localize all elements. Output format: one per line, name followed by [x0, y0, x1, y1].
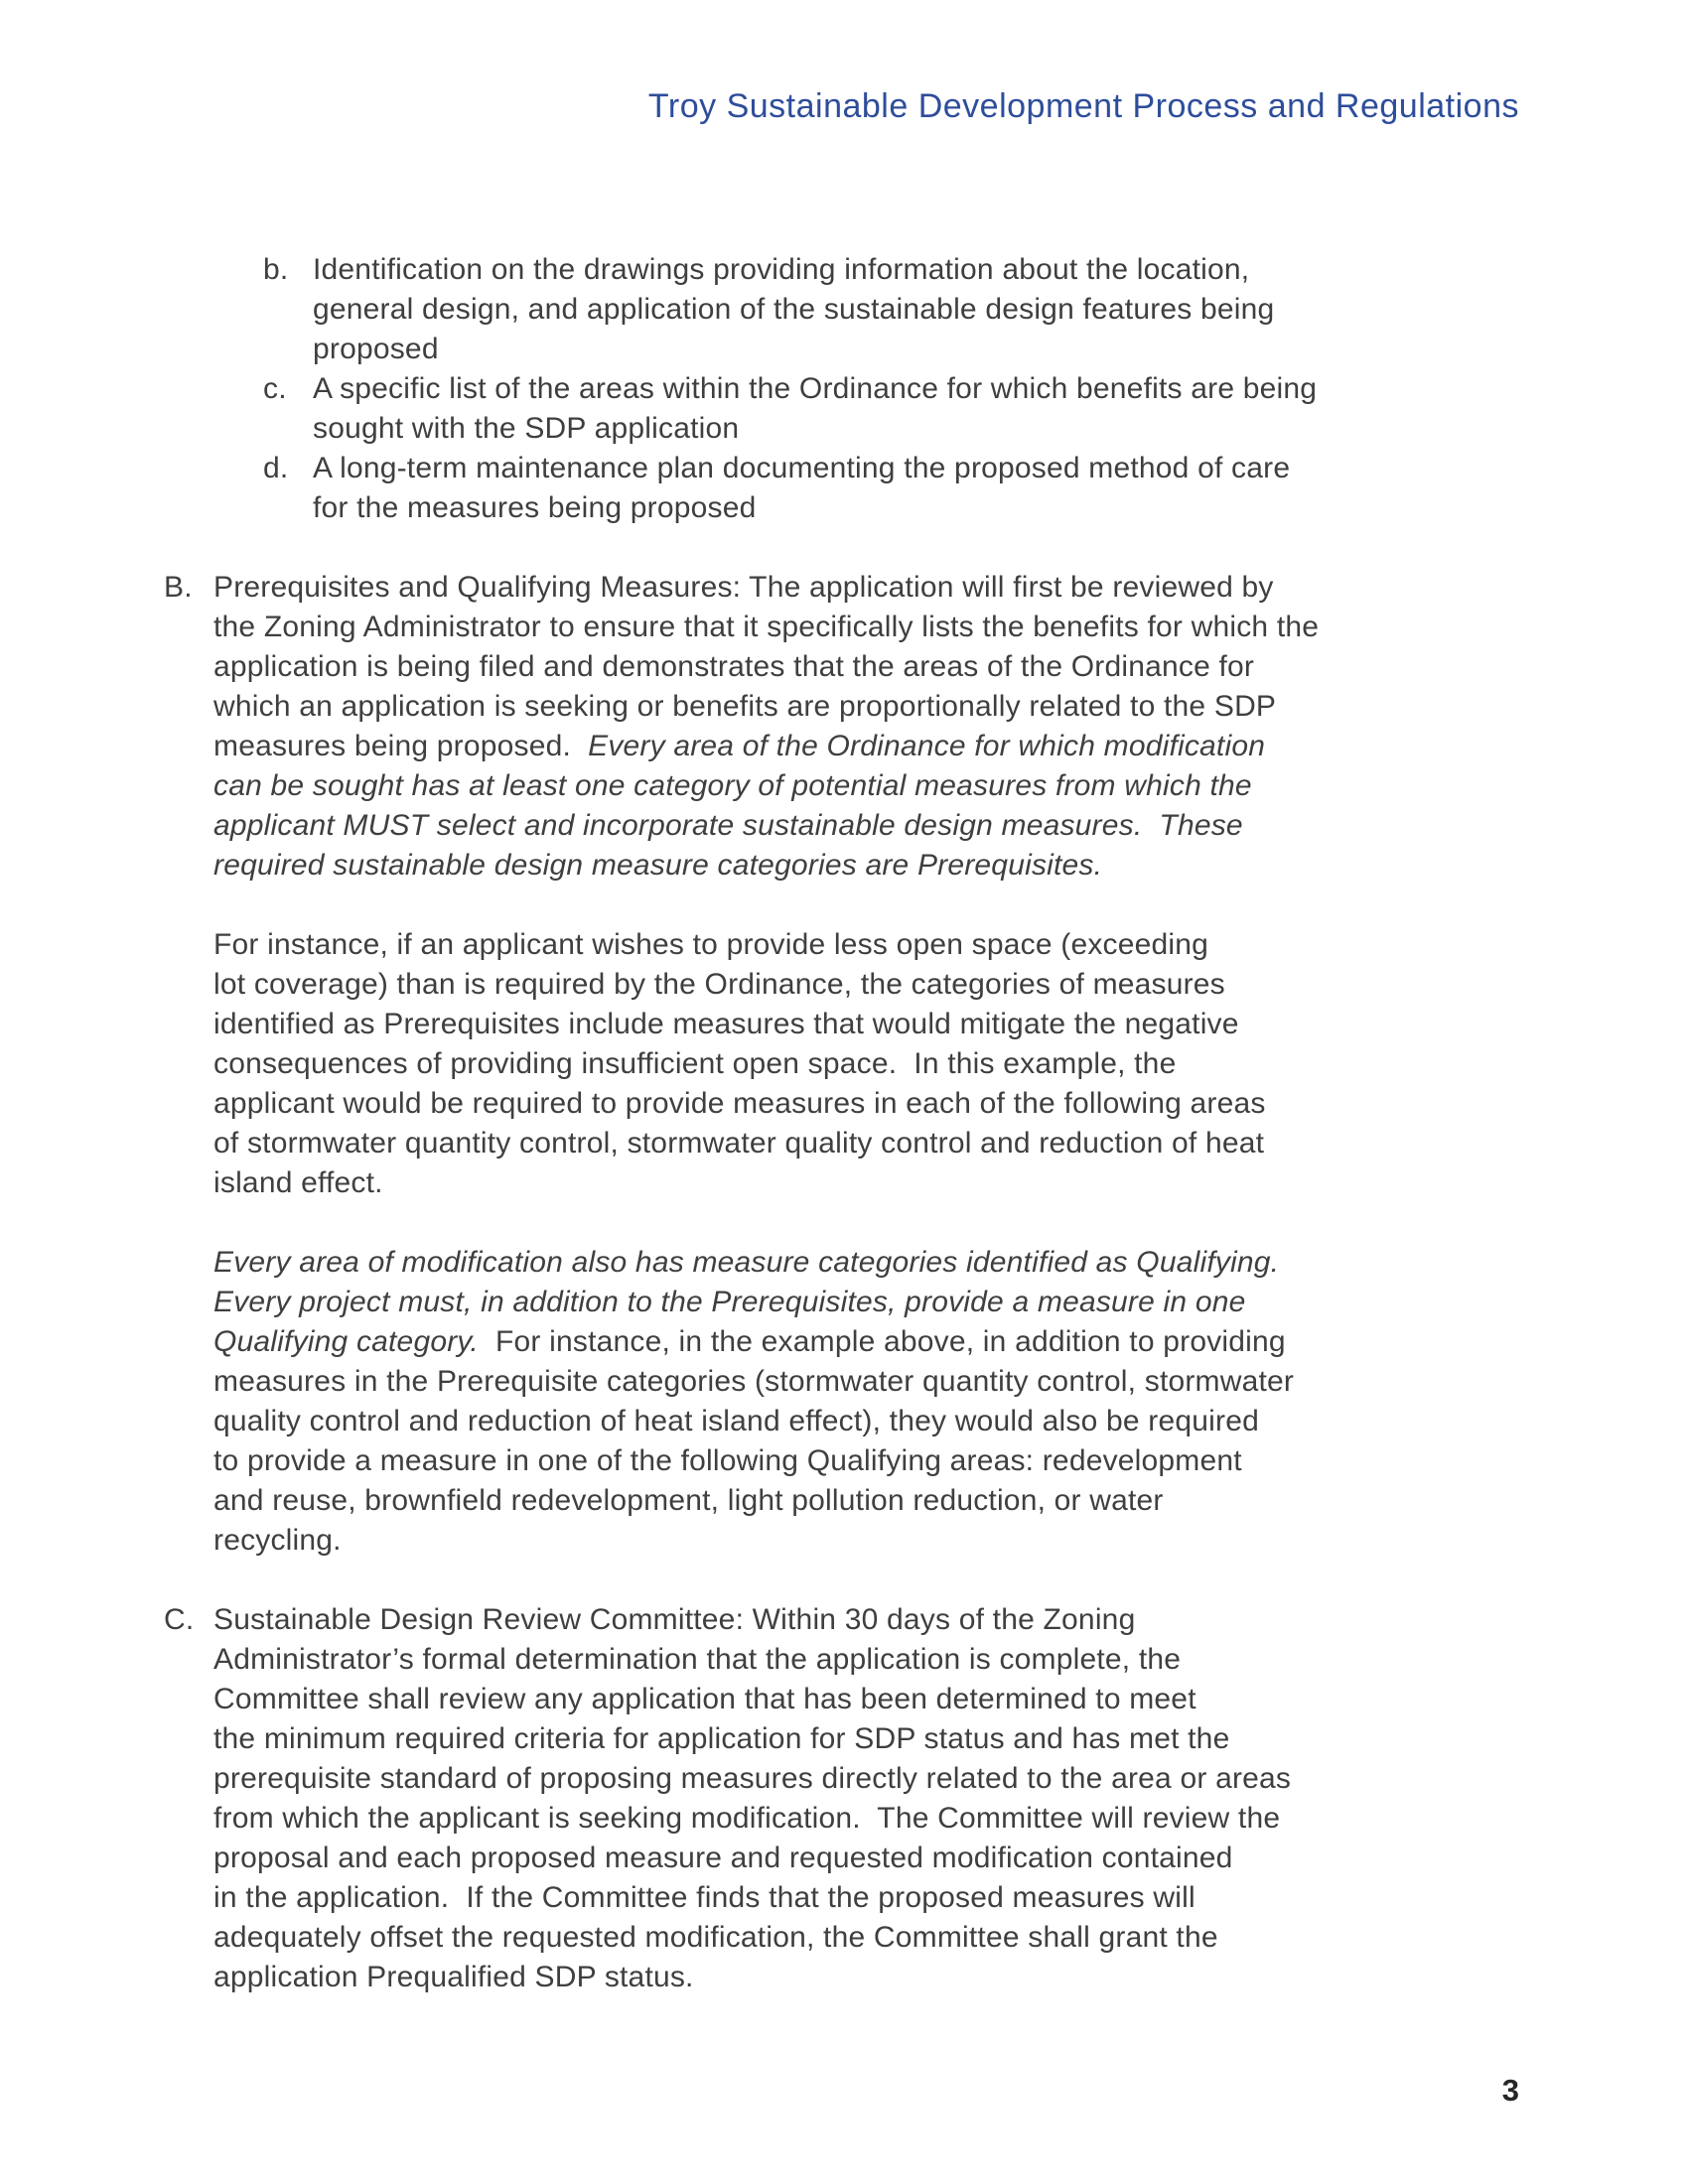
text-segment: Sustainable Design Review Committee: Within 30 days of the Zoning: [213, 1603, 1136, 1636]
text-segment: required sustainable design measure categories are Prerequisites.: [213, 849, 1103, 882]
text-line: [213, 1084, 1504, 1124]
text-segment: the minimum required criteria for application for SDP status and has met the: [213, 1722, 1230, 1755]
text-segment: application Prequalified SDP status.: [213, 1961, 694, 1993]
list-item-b: [164, 250, 1504, 369]
text-line: [213, 1839, 1504, 1878]
text-line: [213, 1243, 1504, 1283]
text-line: [213, 1918, 1504, 1958]
text-line: [213, 1759, 1504, 1799]
text-segment: proposal and each proposed measure and requested modification contained: [213, 1842, 1233, 1874]
text-segment: which an application is seeking or benefits are proportionally related to the SDP: [213, 690, 1277, 723]
section-label: C.: [164, 1603, 195, 1636]
text-line: [213, 1719, 1504, 1759]
list-item-c: [164, 369, 1504, 449]
page-header-title: Troy Sustainable Development Process and Regulations: [647, 87, 1519, 125]
text-segment: of stormwater quantity control, stormwater quality control and reduction of heat: [213, 1127, 1265, 1160]
text-segment: can be sought has at least one category of potential measures from which the: [213, 769, 1252, 802]
text-segment: Identification on the drawings providing information about the location,: [313, 253, 1250, 286]
text-line: [213, 965, 1504, 1005]
text-segment: and reuse, brownfield redevelopment, light pollution reduction, or water: [213, 1484, 1164, 1517]
page-number: 3: [1501, 2073, 1519, 2108]
text-line: [213, 766, 1504, 806]
text-line: [313, 250, 1504, 290]
text-line: [213, 1958, 1504, 1997]
list-item-d: [164, 449, 1504, 528]
text-segment: proposed: [313, 333, 439, 365]
text-line: [213, 1163, 1504, 1203]
section-label: B.: [164, 571, 193, 604]
text-segment: for the measures being proposed: [313, 491, 757, 524]
text-line: [213, 1521, 1504, 1561]
text-line: [213, 687, 1504, 727]
list-label: c.: [263, 372, 287, 405]
text-segment: Administrator’s formal determination that the application is complete, the: [213, 1643, 1182, 1676]
text-segment: sought with the SDP application: [313, 412, 740, 445]
text-segment: recycling.: [213, 1524, 342, 1557]
text-line: [213, 1005, 1504, 1044]
text-segment: identified as Prerequisites include measures that would mitigate the negative: [213, 1008, 1239, 1040]
text-segment: A specific list of the areas within the Ordinance for which benefits are being: [313, 372, 1318, 405]
text-line: [213, 1878, 1504, 1918]
list-label: b.: [263, 253, 289, 286]
text-segment: application is being filed and demonstrates that the areas of the Ordinance for: [213, 650, 1255, 683]
text-line: [213, 727, 1504, 766]
text-line: [313, 488, 1504, 528]
section-B: [164, 568, 1504, 886]
text-line: [213, 1322, 1504, 1362]
text-line: [313, 369, 1504, 409]
text-segment: the Zoning Administrator to ensure that it specifically lists the benefits for which the: [213, 611, 1320, 643]
text-line: [213, 1283, 1504, 1322]
text-segment: in the application. If the Committee finds that the proposed measures will: [213, 1881, 1196, 1914]
text-line: [213, 1799, 1504, 1839]
text-segment: Every area of modification also has measure categories identified as Qualifying.: [213, 1246, 1280, 1279]
text-line: [213, 1481, 1504, 1521]
document-body: [164, 250, 1504, 1997]
text-segment: adequately offset the requested modification, the Committee shall grant the: [213, 1921, 1218, 1954]
text-line: [213, 1362, 1504, 1402]
text-segment: A long-term maintenance plan documenting the proposed method of care: [313, 452, 1291, 484]
text-segment: island effect.: [213, 1166, 383, 1199]
text-segment: to provide a measure in one of the following Qualifying areas: redevelopment: [213, 1444, 1242, 1477]
text-line: [213, 806, 1504, 846]
text-line: [213, 1600, 1504, 1640]
text-line: [213, 647, 1504, 687]
text-line: [213, 1441, 1504, 1481]
text-line: [313, 449, 1504, 488]
text-segment: Every area of the Ordinance for which modification: [588, 730, 1266, 762]
text-line: [213, 1680, 1504, 1719]
text-segment: measures in the Prerequisite categories (stormwater quantity control, stormwater: [213, 1365, 1295, 1398]
text-line: [213, 1044, 1504, 1084]
text-line: [213, 1402, 1504, 1441]
text-segment: prerequisite standard of proposing measures directly related to the area or areas: [213, 1762, 1292, 1795]
text-segment: general design, and application of the sustainable design features being: [313, 293, 1275, 326]
list-label: d.: [263, 452, 289, 484]
text-segment: Every project must, in addition to the Prerequisites, provide a measure in one: [213, 1286, 1246, 1318]
text-segment: applicant would be required to provide measures in each of the following areas: [213, 1087, 1266, 1120]
text-segment: applicant MUST select and incorporate sustainable design measures. These: [213, 809, 1243, 842]
text-segment: measures being proposed.: [213, 730, 589, 762]
text-line: [313, 330, 1504, 369]
text-segment: Qualifying category.: [213, 1325, 479, 1358]
text-segment: from which the applicant is seeking modification. The Committee will review the: [213, 1802, 1281, 1835]
text-segment: Committee shall review any application that has been determined to meet: [213, 1683, 1196, 1715]
text-segment: consequences of providing insufficient open space. In this example, the: [213, 1047, 1177, 1080]
paragraph: [164, 1243, 1504, 1561]
text-line: [213, 608, 1504, 647]
text-segment: lot coverage) than is required by the Ordinance, the categories of measures: [213, 968, 1225, 1001]
text-line: [313, 290, 1504, 330]
text-segment: Prerequisites and Qualifying Measures: The application will first be reviewed by: [213, 571, 1274, 604]
text-segment: For instance, if an applicant wishes to provide less open space (exceeding: [213, 928, 1209, 961]
text-line: [313, 409, 1504, 449]
text-line: [213, 925, 1504, 965]
text-line: [213, 1124, 1504, 1163]
text-segment: For instance, in the example above, in addition to providing: [478, 1325, 1286, 1358]
text-line: [213, 846, 1504, 886]
paragraph: [164, 925, 1504, 1203]
section-C: [164, 1600, 1504, 1997]
text-line: [213, 1640, 1504, 1680]
text-segment: quality control and reduction of heat island effect), they would also be required: [213, 1405, 1259, 1437]
text-line: [213, 568, 1504, 608]
